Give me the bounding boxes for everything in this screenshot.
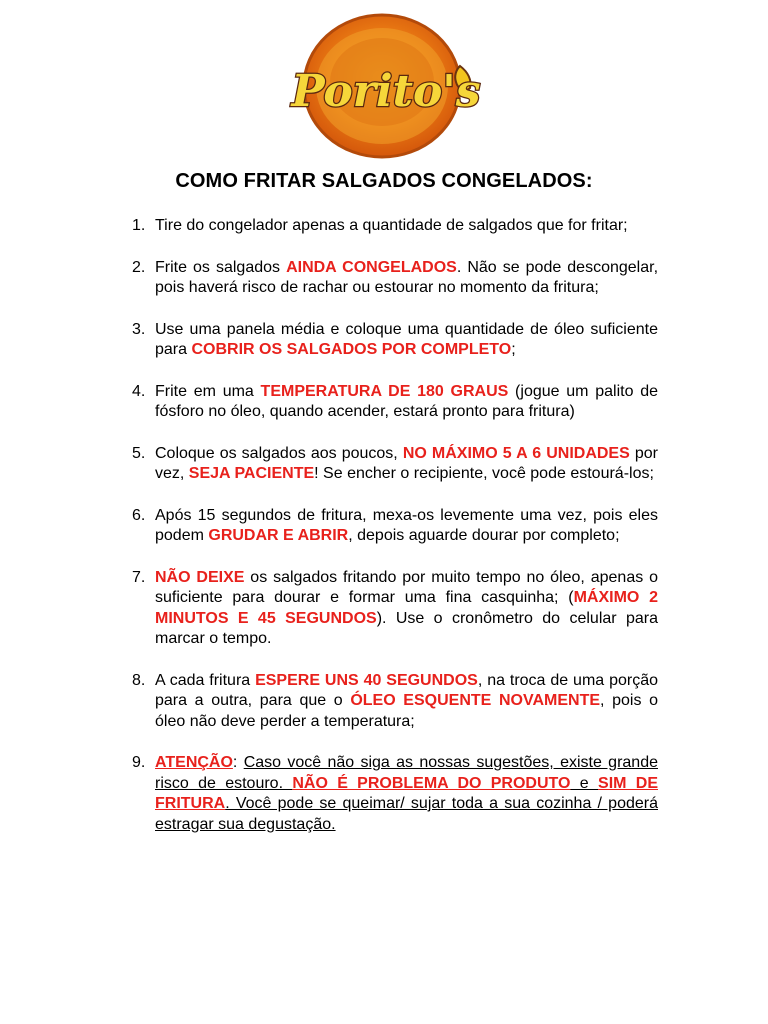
item-number: 9. [132, 754, 146, 771]
highlight-text: ÓLEO ESQUENTE NOVAMENTE [350, 692, 601, 709]
item-text: Use uma panela média e coloque uma quantidade de óleo suficiente para [155, 320, 658, 358]
highlight-text: COBRIR OS SALGADOS POR COMPLETO [191, 341, 512, 358]
warning-label: ATENÇÃO [155, 754, 233, 771]
instructions-list [132, 216, 658, 835]
item-number: 6. [132, 506, 146, 524]
item-number: 7. [132, 568, 146, 586]
list-item [132, 320, 658, 361]
item-text: ! Se encher o recipiente, você pode estourá-los; [314, 465, 654, 482]
list-item [132, 671, 658, 733]
warning-text: e [570, 774, 599, 792]
list-item [132, 258, 658, 299]
item-text: Frite os salgados [155, 258, 287, 276]
highlight-text: NÃO É PROBLEMA DO PRODUTO [292, 774, 571, 792]
list-item [132, 444, 658, 485]
item-text: ). Use o cronômetro do celular para marcar o tempo. [155, 609, 659, 647]
highlight-text: NO MÁXIMO 5 A 6 UNIDADES [402, 444, 630, 462]
highlight-text: MÁXIMO 2 MINUTOS E 45 SEGUNDOS [155, 589, 658, 627]
page-title: COMO FRITAR SALGADOS CONGELADOS: [175, 170, 593, 192]
item-text: (jogue um palito de fósforo no óleo, quando acender, estará pronto para fritura) [155, 382, 659, 420]
item-text: Frite em uma [155, 382, 261, 400]
warning-text: Caso você não siga as nossas sugestões, existe grande risco de estouro. [155, 754, 658, 792]
highlight-text: AINDA CONGELADOS [286, 258, 457, 276]
item-number: 5. [132, 444, 146, 462]
list-item [132, 753, 658, 835]
poritos-logo [282, 8, 488, 160]
item-number: 8. [132, 671, 146, 689]
item-text: , depois aguarde dourar por completo; [348, 527, 620, 544]
item-text: ; [511, 341, 516, 358]
highlight-text: GRUDAR E ABRIR [208, 527, 349, 544]
list-item [132, 568, 658, 650]
item-text: Após 15 segundos de fritura, mexa-os levemente uma vez, pois eles podem [155, 506, 658, 544]
item-number: 1. [132, 217, 146, 234]
item-number: 2. [132, 258, 146, 276]
list-item [132, 216, 658, 237]
highlight-text: ESPERE UNS 40 SEGUNDOS [255, 671, 478, 689]
item-text: , pois o óleo não deve perder a temperatura; [155, 692, 659, 730]
highlight-text: SEJA PACIENTE [188, 465, 315, 482]
item-text: Coloque os salgados aos poucos, [155, 444, 403, 462]
list-item [132, 382, 658, 423]
logo-graphic [282, 8, 488, 160]
item-text: , na troca de uma porção para a outra, para que o [155, 671, 658, 709]
highlight-text: NÃO DEIXE [155, 568, 245, 586]
highlight-text: TEMPERATURA DE 180 GRAUS [260, 382, 509, 400]
logo-wordmark: Porito's [291, 66, 481, 117]
item-number: 4. [132, 382, 146, 400]
item-text: Tire do congelador apenas a quantidade de salgados que for fritar; [155, 217, 628, 234]
item-text: por vez, [155, 444, 658, 482]
item-number: 3. [132, 320, 146, 338]
list-item [132, 506, 658, 547]
item-text: os salgados fritando por muito tempo no óleo, apenas o suficiente para dourar e formar uma fina casquinha; ( [155, 568, 658, 606]
highlight-text: SIM DE FRITURA [155, 774, 658, 812]
item-text: : [232, 754, 244, 771]
item-text: A cada fritura [155, 671, 256, 689]
warning-text: . Você pode se queimar/ sujar toda a sua cozinha / poderá estragar sua degustação. [155, 795, 658, 833]
item-text: . Não se pode descongelar, pois haverá risco de rachar ou estourar no momento da fritura; [155, 258, 659, 296]
